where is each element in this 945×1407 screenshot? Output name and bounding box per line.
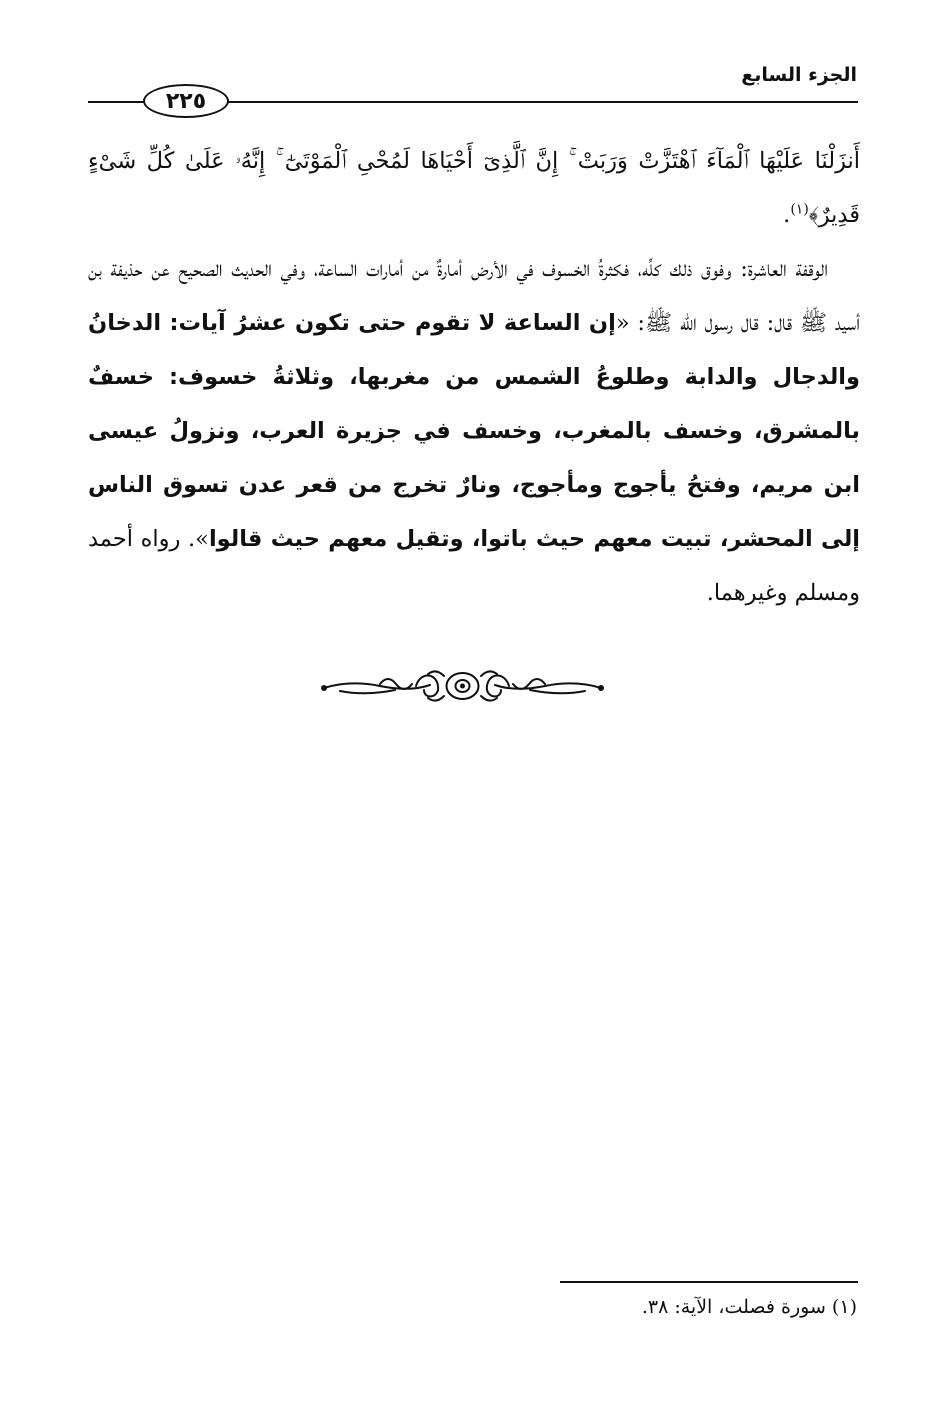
paragraph — [88, 242, 860, 620]
paragraph-intro: الوقفة العاشرة: وفوق ذلك كلِّه، فكثرةُ الخسوف في الأرض أمارةٌ من أمارات الساعة، وفي الحديث الصحيح عن حذيفة بن أسيد ﷺ قال: قال رسول الله ﷺ: « — [88, 256, 860, 336]
page-number-badge — [143, 84, 229, 118]
footnote-reference: (١) — [790, 201, 809, 218]
footnote: (١) سورة فصلت، الآية: ٣٨. — [641, 1296, 857, 1318]
part-title: الجزء السابع — [741, 64, 857, 86]
page-number: ٢٢٥ — [165, 88, 207, 114]
verse-end-mark: . — [783, 202, 791, 228]
ornament-divider-icon — [320, 664, 605, 706]
paragraph-outro: ». رواه أحمد ومسلم وغيرهما. — [88, 526, 860, 606]
quran-verse: أَنزَلْنَا عَلَيْهَا ٱلْمَآءَ ٱهْتَزَّتْ وَرَبَتْ ۚ إِنَّ ٱلَّذِىٓ أَحْيَاهَا لَمُحْىِ ٱلْمَوْتَىٰٓ ۚ إِنَّهُۥ عَلَىٰ كُلِّ شَىْءٍ قَدِيرٌ﴾ — [88, 148, 860, 228]
hadith-text: إن الساعة لا تقوم حتى تكون عشرُ آيات: الدخانُ والدجال والدابة وطلوعُ الشمس من مغربها، وثلاثةُ خسوف: خسفٌ بالمشرق، وخسف بالمغرب، وخسف في جزيرة العرب، ونزولُ عيسى ابن مريم، وفتحُ يأجوج ومأجوج، ونارٌ تخرج من قعر عدن تسوق الناس إلى المحشر، تبيت معهم حيث باتوا، وتقيل معهم حيث قالوا — [88, 310, 860, 552]
quran-verse-line — [88, 134, 860, 242]
main-text — [88, 134, 860, 620]
footnote-rule — [560, 1281, 858, 1283]
